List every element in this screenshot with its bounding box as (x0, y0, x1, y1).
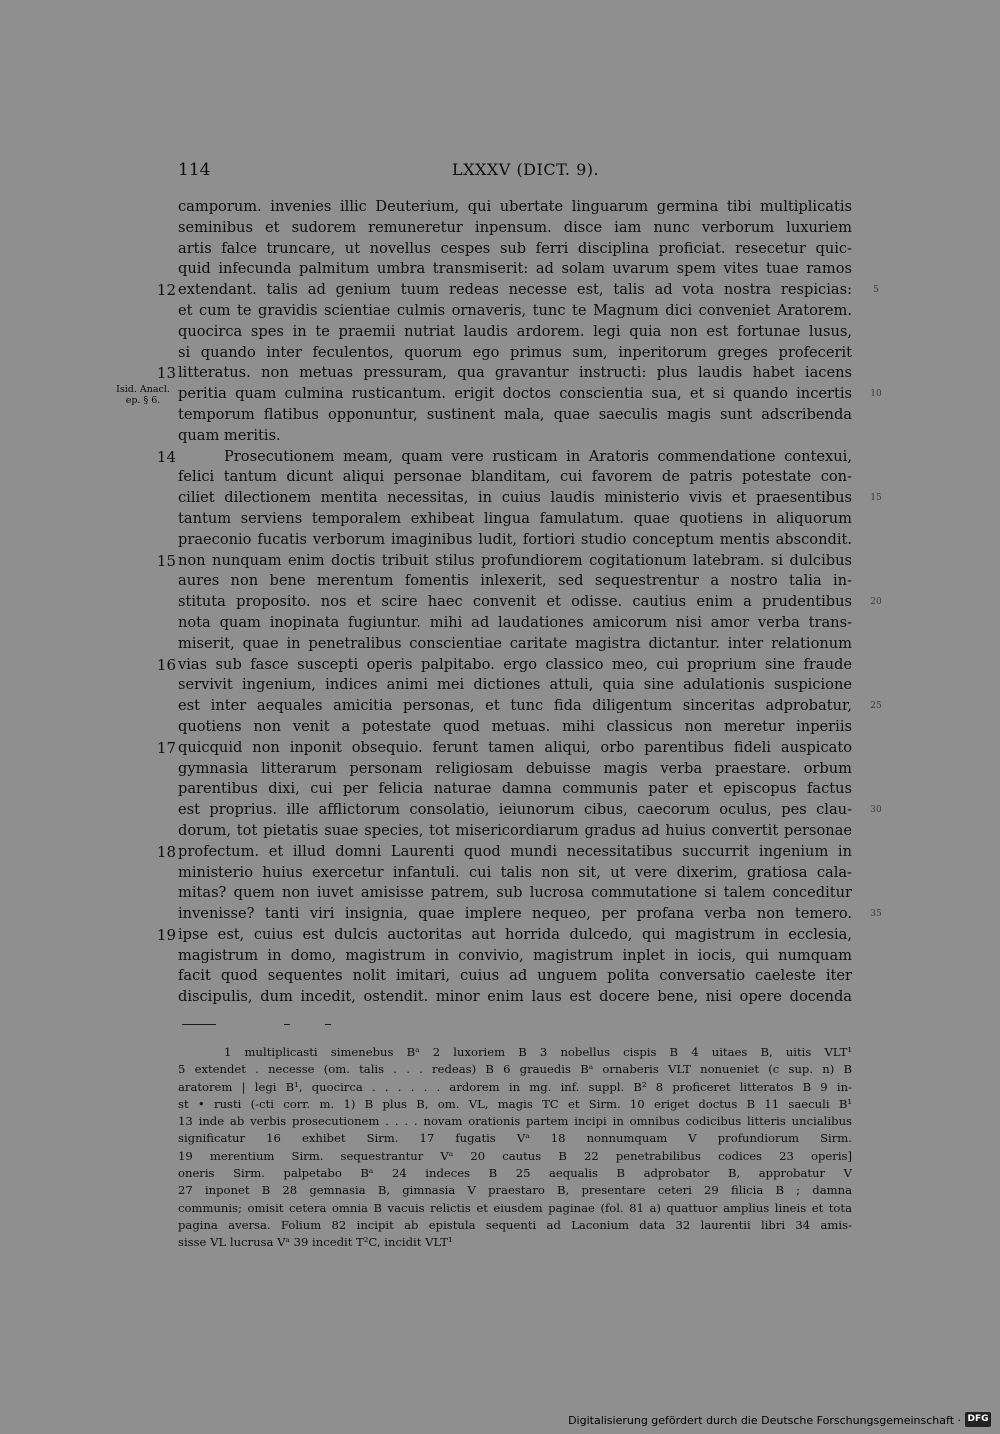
footnote-line: 5 extendet . necesse (om. talis . . . redeas) B 6 grauedis Bᵃ ornaberis VLT nonueniet (c sup. n) B (178, 1062, 852, 1077)
text-line: Prosecutionem meam, quam vere rusticam in Aratoris commendatione contexui, (224, 447, 852, 465)
text-line: ciliet dilectionem mentita necessitas, in cuius laudis ministerio vivis et praesentibus (178, 489, 852, 507)
line-number: 10 (870, 389, 882, 400)
footnote-line: st • rusti (-cti corr. m. 1) B plus B, om. VL, magis TC et Sirm. 10 eriget doctus B 11 saeculi B¹ (178, 1096, 852, 1111)
text-line: extendant. talis ad genium tuum redeas necesse est, talis ad vota nostra respicias: (178, 281, 852, 299)
critical-apparatus (178, 1044, 852, 1252)
section-number: 15 (156, 551, 176, 570)
text-line: magistrum in domo, magistrum in convivio, magistrum inplet in iocis, qui numquam (178, 946, 852, 964)
text-line: tantum serviens temporalem exhibeat lingua famulatum. quae quotiens in aliquorum (178, 509, 852, 527)
footnote-line: pagina aversa. Folium 82 incipit ab epistula sequenti ad Laconium data 32 laurentii libri 34 amis- (178, 1217, 852, 1232)
line-number: 5 (873, 285, 879, 296)
line-number: 25 (870, 701, 882, 712)
text-line: mitas? quem non iuvet amisisse patrem, sub lucrosa commutatione si talem conceditur (178, 884, 852, 902)
text-line: invenisse? tanti viri insignia, quae implere nequeo, per profana verba non temero. (178, 905, 852, 923)
line-number: 15 (870, 493, 882, 504)
line-number: 30 (870, 805, 882, 816)
section-number: 18 (156, 842, 176, 861)
text-line: servivit ingenium, indices animi mei dictiones attuli, quia sine adulationis suspicione (178, 676, 852, 694)
running-title: LXXXV (DICT. 9). (452, 160, 600, 179)
text-line: discipulis, dum incedit, ostendit. minor enim laus est docere bene, nisi opere docenda (178, 988, 852, 1006)
line-number: 35 (870, 909, 882, 920)
text-line: quam meritis. (178, 426, 281, 444)
footnote-line: 1 multiplicasti simenebus Bᵃ 2 luxoriem B 3 nobellus cispis B 4 uitaes B, uitis VLT¹ (224, 1045, 852, 1059)
footnote-line: 19 merentium Sirm. sequestrantur Vᵃ 20 cautus B 22 penetrabilibus codices 23 operis] (178, 1148, 852, 1163)
text-line: praeconio fucatis verborum imaginibus ludit, fortiori studio conceptum mentis abscondit. (178, 530, 852, 548)
text-line: miserit, quae in penetralibus conscientiae caritate magistra dictantur. inter relationum (178, 634, 852, 652)
dfg-logo: DFG (965, 1412, 991, 1427)
line-number: 20 (870, 597, 882, 608)
text-line: aures non bene merentum fomentis inlexerit, sed sequestrentur a nostro talia in- (178, 572, 852, 590)
text-line: quotiens non venit a potestate quod metuas. mihi classicus non meretur inperiis (178, 717, 852, 735)
text-line: non nunquam enim doctis tribuit stilus profundiorem cogitationum latebram. si dulcibus (178, 551, 852, 569)
footnote-rule-dash (284, 1024, 290, 1025)
text-line: gymnasia litterarum personam religiosam debuisse magis verba praestare. orbum (178, 759, 852, 777)
section-number: 19 (156, 926, 176, 944)
text-line: peritia quam culmina rusticantum. erigit doctos conscientia sua, et si quando incertis (178, 385, 852, 403)
text-line: stituta proposito. nos et scire haec convenit et odisse. cautius enim a prudentibus (178, 593, 852, 611)
text-line: quid infecunda palmitum umbra transmiserit: ad solam uvarum spem vites tuae ramos (178, 260, 852, 278)
footnote-line: aratorem | legi B¹, quocirca . . . . . . ardorem in mg. inf. suppl. B² 8 proficeret litteratos B 9 in- (178, 1079, 852, 1094)
text-line: profectum. et illud domni Laurenti quod mundi necessitatibus succurrit ingenium in (178, 842, 852, 860)
section-number: 13 (156, 364, 176, 383)
text-line: artis falce truncare, ut novellus cespes sub ferri disciplina proficiat. resecetur quic- (178, 239, 852, 257)
text-line: facit quod sequentes nolit imitari, cuius ad unguem polita conversatio caeleste iter (178, 967, 852, 985)
text-line: temporum flatibus opponuntur, sustinent mala, quae saeculis magis sunt adscribenda (178, 405, 852, 423)
text-line: quocirca spes in te praemii nutriat laudis ardorem. legi quia non est fortunae lusus, (178, 322, 852, 340)
text-line: quicquid non inponit obsequio. ferunt tamen aliqui, orbo parentibus fideli auspicato (178, 738, 852, 756)
text-line: ipse est, cuius est dulcis auctoritas aut horrida dulcedo, qui magistrum in ecclesia, (178, 925, 852, 943)
footnote-line: oneris Sirm. palpetabo Bᵃ 24 indeces B 25 aequalis B adprobator B, approbatur V (178, 1166, 852, 1181)
text-line: litteratus. non metuas pressuram, qua gravantur instructi: plus laudis habet iacens (178, 364, 852, 382)
footnote-line: significatur 16 exhibet Sirm. 17 fugatis Vᵃ 18 nonnumquam V profundiorum Sirm. (178, 1131, 852, 1146)
side-note: Isid. Anacl. ep. § 6. (116, 384, 170, 406)
text-line: est proprius. ille afflictorum consolatio, ieiunorum cibus, caecorum oculus, pes clau- (178, 801, 852, 819)
section-number: 14 (156, 447, 176, 466)
text-line: ministerio huius exercetur infantuli. cui talis non sit, ut vere dixerim, gratiosa cala- (178, 863, 852, 881)
text-line: camporum. invenies illic Deuterium, qui ubertate linguarum germina tibi multiplicatis (178, 198, 852, 215)
footer-credit: Digitalisierung gefördert durch die Deutsche Forschungsgemeinschaft · (568, 1414, 961, 1427)
footnote-line: 27 inponet B 28 gemnasia B, gimnasia V praestaro B, presentare ceteri 29 filicia B ; damna (178, 1183, 852, 1198)
text-line: parentibus dixi, cui per felicia naturae damna communis pater et episcopus factus (178, 780, 852, 798)
text-line: seminibus et sudorem remuneretur inpensum. disce iam nunc verborum luxuriem (178, 218, 852, 236)
text-line: est inter aequales amicitia personas, et tunc fida diligentum sinceritas adprobatur, (178, 697, 852, 715)
footnote-line: sisse VL lucrusa Vᵃ 39 incedit T²C, incidit VLT¹ (178, 1235, 453, 1250)
text-line: felici tantum dicunt aliqui personae blanditam, cui favorem de patris potestate con- (178, 468, 852, 486)
text-line: vias sub fasce suscepti operis palpitabo. ergo classico meo, cui proprium sine fraude (178, 655, 852, 673)
main-text (178, 197, 852, 1008)
footnote-line: 13 inde ab verbis prosecutionem . . . . novam orationis partem incipi in omnibus codicibus litteris uncialibus (178, 1114, 852, 1129)
section-number: 16 (156, 655, 176, 674)
page-number: 114 (178, 160, 211, 180)
section-number: 12 (156, 281, 176, 300)
footnote-rule-dash (325, 1024, 331, 1025)
section-number: 17 (156, 738, 176, 757)
footnote-line: communis; omisit cetera omnia B vacuis relictis et eiusdem paginae (fol. 81 a) quattuor amplius lineis et tota (178, 1200, 852, 1215)
text-line: si quando inter feculentos, quorum ego primus sum, inperitorum greges profecerit (178, 343, 852, 361)
footnote-rule (182, 1024, 216, 1025)
text-line: et cum te gravidis scientiae culmis ornaveris, tunc te Magnum dici conveniet Aratorem. (178, 301, 852, 319)
text-line: dorum, tot pietatis suae species, tot misericordiarum gradus ad huius convertit personae (178, 821, 852, 839)
text-line: nota quam inopinata fugiuntur. mihi ad laudationes amicorum nisi amor verba trans- (178, 613, 852, 631)
